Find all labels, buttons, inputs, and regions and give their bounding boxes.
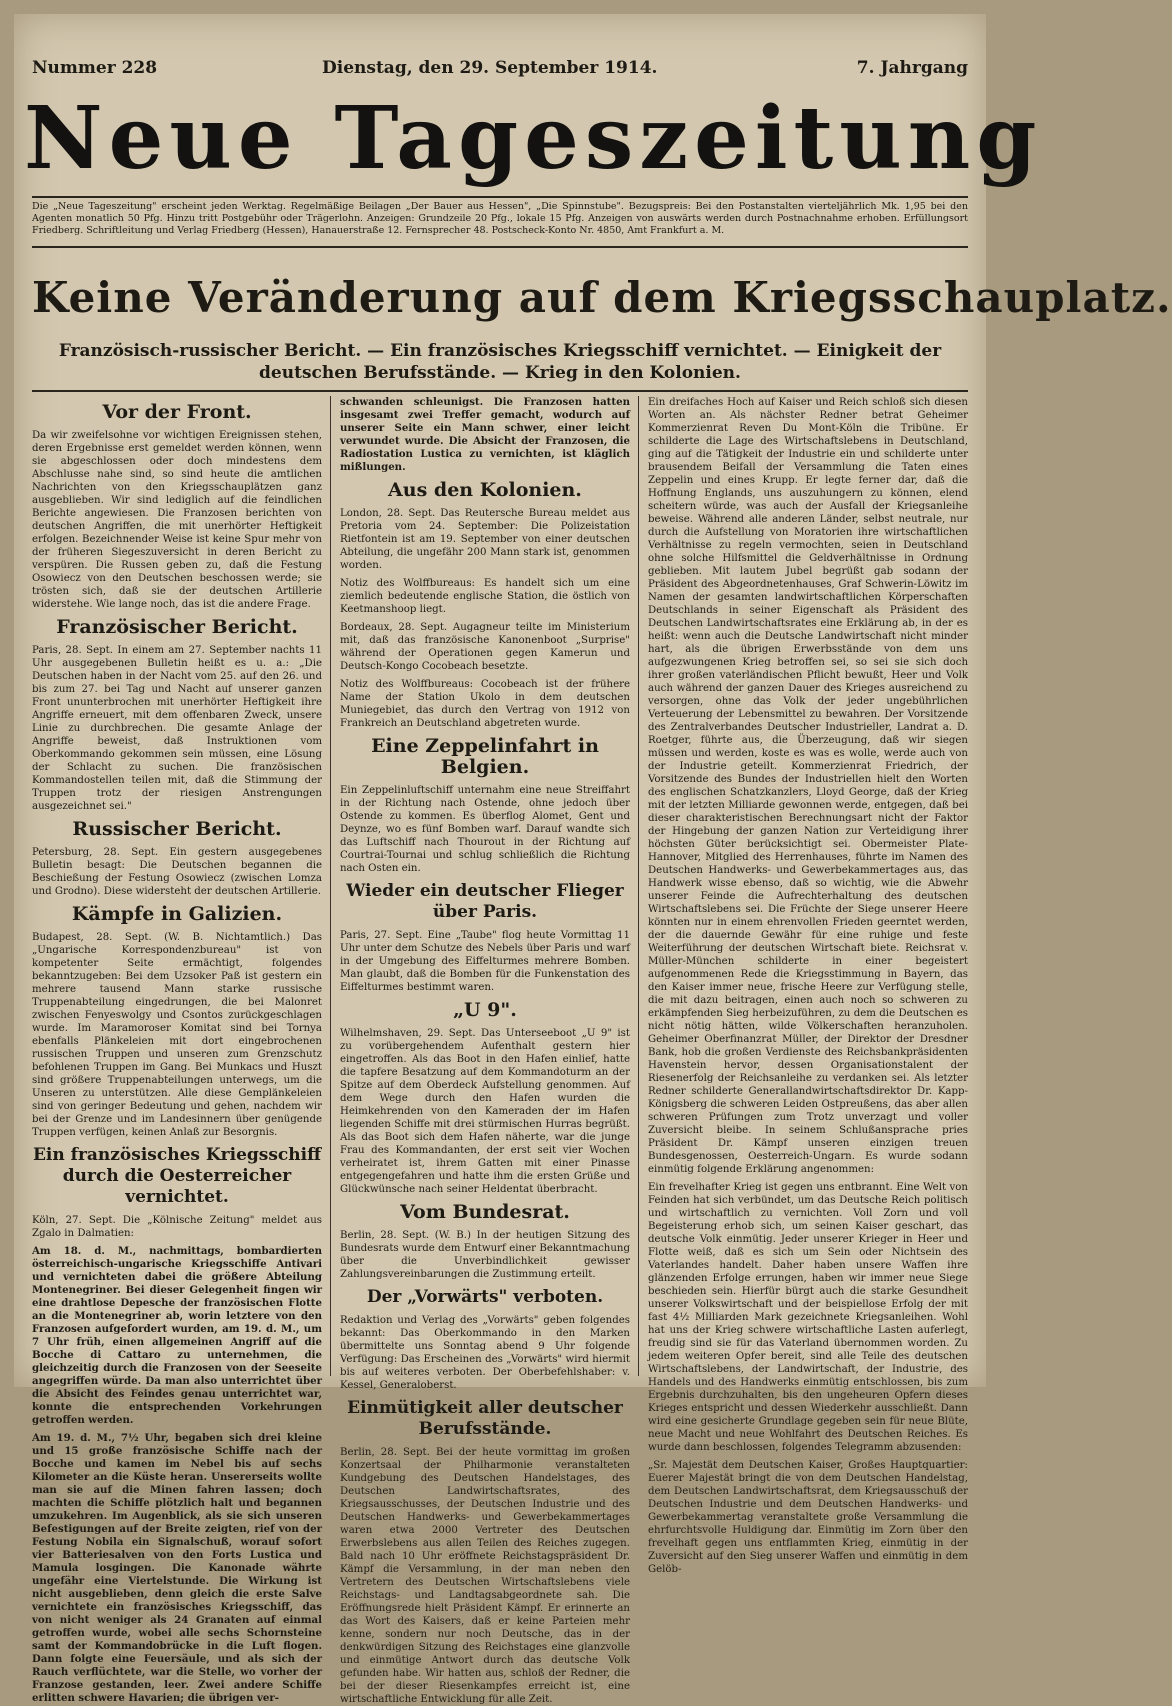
article-paragraph: Am 19. d. M., 7½ Uhr, begaben sich drei kleine und 15 große französische Schiffe nach der Bocche und kamen im Nebel bis auf sechs Kilometer an die Küste heran. Unsererseits wollte man sie auf die Minen fahren lassen; doch machten die Schiffe plötzlich halt und begannen umzukehren. Im Augenblick, als sie sich unseren Befestigungen auf der Breite zeigten, rief von der Festung Nobila ein Signalschuß, worauf sofort vier Batteriesalven von den Forts Lustica und Mamula losgingen. Die Kanonade währte ungefähr eine Viertelstunde. Die Wirkung ist nicht ausgeblieben, denn gleich die erste Salve vernichtete ein französisches Kriegsschiff, das von nicht weniger als 24 Granaten auf einmal getroffen wurde, wobei alle sechs Schornsteine samt der Kommandobrücke in die Luft flogen. Dann folgte eine Feuersäule, und als sich der Rauch verflüchtete, war die Stelle, wo vorher der Franzose gestanden, leer. Zwei andere Schiffe erlitten schwere Havarien; die übrigen ver- [32,1432,322,1704]
issue-date: Dienstag, den 29. September 1914. [322,58,658,78]
sub-headline: Französisch-russischer Bericht. — Ein französisches Kriegsschiff vernichtet. — Einigkeit der deutschen Berufsstände. — Krieg in den Kolonien. [32,340,968,392]
section-heading: Wieder ein deutscher Flieger über Paris. [346,881,624,922]
article-paragraph: Paris, 28. Sept. In einem am 27. September nachts 11 Uhr ausgegebenen Bulletin heißt es u. a.: „Die Deutschen haben in der Nacht vom 25. auf den 26. und bis zum 27. bei Tag und Nacht auf unserer ganzen Front ununterbrochen mit unerhörter Heftigkeit ihre Angriffe erneuert, mit dem offenbaren Zweck, unsere Linie zu durchbrechen. Die gesamte Anlage der Angriffe beweist, daß Instruktionen vom Oberkommando gekommen sein müssen, eine Lösung der Schlacht zu suchen. Die französischen Kommandostellen teilen mit, daß die Stimmung der Truppen trotz der riesigen Anstrengungen ausgezeichnet sei." [32,645,322,812]
section-heading: Kämpfe in Galizien. [71,903,283,925]
column-rule-2 [638,396,639,1376]
section-heading: Vor der Front. [102,401,252,423]
column-2 [340,396,630,1705]
column-1 [32,396,322,1704]
article-paragraph: Budapest, 28. Sept. (W. B. Nichtamtlich.) Das „Ungarische Korrespondenzbureau" ist von kompetenter Seite ermächtigt, folgendes bekanntzugeben: Bei dem Uzsoker Paß ist gestern ein mehrere tausend Mann starke russische Truppenabteilung eingedrungen, die bei Malonret zwischen Fenyeswolgy und Csontos zurückgeschlagen wurde. Im Maramoroser Komitat sind bei Tornya ebenfalls Plänkeleien mit dort eingebrochenen russischen Truppen und unseren zum Grenzschutz befohlenen Truppen im Gang. Bei Munkacs und Huszt sind größere Truppenabteilungen unterwegs, um die Unseren zu unterstützen. Alle diese Gemplänkeleien sind von geringer Bedeutung und gehen, nachdem wir bei der Grenze und im Landesinnern über genügende Truppen verfügen, keinen Anlaß zur Besorgnis. [32,932,322,1138]
newspaper-page [14,14,1172,1705]
article-paragraph: Ein dreifaches Hoch auf Kaiser und Reich schloß sich diesen Worten an. Als nächster Redner betrat Geheimer Kommerzienrat Reven Du Mont-Köln die Tribüne. Er schilderte die Lage des Wirtschaftslebens in Deutschland, ging auf die Tätigkeit der Industrie ein und schilderte unter brausendem Beifall der Versammlung die Taten eines Zeppelin und eines Krupp. Er legte ferner dar, daß die Hoffnung Englands, uns auszuhungern zu können, elend scheitern würde, was auch der Ausfall der Kriegsanleihe beweise. Während alle anderen Länder, selbst neutrale, nur durch die Aufstellung von Moratorien ihre wirtschaftlichen Verhältnisse zu regeln vermochten, seien in Deutschland ohne solche Hilfsmittel die Geldverhältnisse in Ordnung geblieben. Mit lautem Jubel begrüßt gab sodann der Präsident des Abgeordnetenhauses, Graf Schwerin-Löwitz im Namen der gesamten landwirtschaftlichen Körperschaften Deutschlands in seiner Eigenschaft als Präsident des Deutschen Landwirtschaftsrates eine Erklärung ab, in der es heißt: wenn auch die Deutsche Landwirtschaft nicht minder hart, als die übrigen Erwerbsstände von dem uns aufgezwungenen Krieg betroffen sei, so sei sie sich doch ihrer großen vaterländischen Pflicht bewußt, Heer und Volk auch während der ganzen Dauer des Krieges ausreichend zu versorgen, ohne das Volk der jeder ungebührlichen Verteuerung der Lebensmittel zu bewahren. Der Vorsitzende des Zentralverbandes Deutscher Industrieller, Landrat a. D. Roetger, führte aus, die Überzeugung, daß wir siegen müssen und werden, koste es was es wolle, werde auch von der Industrie geteilt. Kommerzienrat Friedrich, der Vorsitzende des Bundes der Industriellen hielt den Worten des englischen Schatzkanzlers, Lloyd George, daß der Krieg mit der letzten Milliarde gewonnen werde, entgegen, daß bei dieser charakteristischen Berechnungsart nicht der Faktor der Hingebung der ganzen Nation zur Verteidigung ihrer höchsten Güter berücksichtigt sei. Obermeister Plate-Hannover, Mitglied des Herrenhauses, führte im Namen des Deutschen Handwerks- und Gewerbekammertages aus, das Handwerk wisse ebenso, daß so wichtig, wie die Abwehr unserer Feinde die Aufrechterhaltung des deutschen Wirtschaftslebens sei. Die Früchte der Siege unserer Heere könnten nur in einem ehrenvollen Frieden geerntet werden, der die dauernde Gewähr für eine ruhige und feste Weiterführung der deutschen Wirtschaft biete. Reichsrat v. Müller-München schilderte in einer begeistert aufgenommenen Rede die Kriegsstimmung in Bayern, das den Kaiser immer neue, frische Heere zur Verfügung stelle, die mit dazu beitragen, einen auch noch so schweren zu erkämpfenden Sieg herbeizuführen, zu dem die Deutschen es nicht nötig hätten, wilde Völkerschaften heranzuholen. Geheimer Oberfinanzrat Müller, der Direktor der Dresdner Bank, hob die großen Verdienste des Reichsbankpräsidenten Havenstein hervor, dessen Organisationstalent der Riesenerfolg der Reichsanleihe zu verdanken sei. Als letzter Redner schilderte Generallandwirtschaftsdirektor Dr. Kapp-Königsberg die schweren Leiden Ostpreußens, das aber allen schweren Prüfungen zum Trotz unverzagt und voller Zuversicht bleibe. In seinem Schlußansprache pries Präsident Dr. Kämpf unseren einzigen treuen Bundesgenossen, Oesterreich-Ungarn. Es wurde sodann einmütig folgende Erklärung angenommen: [648,397,968,1175]
article-paragraph: Paris, 27. Sept. Eine „Taube" flog heute Vormittag 11 Uhr unter dem Schutze des Nebels über Paris und warf in der Umgebung des Eiffelturmes mehrere Bomben. Man glaubt, daß die Bomben für die Funkenstation des Eiffelturmes bestimmt waren. [340,930,630,993]
section-heading: Der „Vorwärts" verboten. [366,1287,604,1307]
article-paragraph: schwanden schleunigst. Die Franzosen hatten insgesamt zwei Treffer gemacht, wodurch auf unserer Seite ein Mann schwer, einer leicht verwundet wurde. Die Absicht der Franzosen, die Radiostation Lustica zu vernichten, ist kläglich mißlungen. [340,396,630,473]
article-paragraph: Redaktion und Verlag des „Vorwärts" geben folgendes bekannt: Das Oberkommando in den Marken übermittelte uns Sonntag abend 9 Uhr folgende Verfügung: Das Erscheinen des „Vorwärts" wird hiermit bis auf weiteres verboten. Der Oberbefehlshaber: v. Kessel, Generaloberst. [340,1315,630,1391]
section-heading: Einmütigkeit aller deutscher Berufsstände. [347,1398,623,1439]
section-heading: Russischer Bericht. [72,818,282,840]
section-heading: Französischer Bericht. [56,616,298,638]
article-paragraph: Ein frevelhafter Krieg ist gegen uns entbrannt. Eine Welt von Feinden hat sich verbündet, um das Deutsche Reich politisch und wirtschaftlich zu vernichten. Voll Zorn und voll Begeisterung erhob sich, um seinen Kaiser geschart, das deutsche Volk einmütig. Jeder unserer Krieger in Heer und Flotte weiß, daß es sich um Sein oder Nichtsein des Vaterlandes handelt. Daher haben unsere Waffen ihre glänzenden Erfolge errungen, haben wir immer neue Siege beschieden sein. Hierfür bürgt auch die starke Gesundheit unserer Volkswirtschaft und der beispiellose Erfolg der mit fast 4½ Milliarden Mark gezeichnete Kriegsanleihen. Wohl hat uns der Krieg schwere wirtschaftliche Lasten auferlegt, freudig sind sie für das Vaterland übernommen worden. Zu jedem weiteren Opfer bereit, sind alle Teile des deutschen Wirtschaftslebens, der Landwirtschaft, der Industrie, des Handels und des Handwerks einmütig entschlossen, bis zum Ergebnis durchzuhalten, bis den ungeheuren Opfern dieses Krieges entspricht und dessen Wiederkehr ausschließt. Dann wird eine gesicherte Grundlage gegeben sein für neue Blüte, neue Macht und neue Wohlfahrt des Deutschen Reiches. Es wurde dann beschlossen, folgendes Telegramm abzusenden: [648,1182,968,1453]
column-rule-1 [330,396,331,1376]
article-paragraph: „Sr. Majestät dem Deutschen Kaiser, Großes Hauptquartier: Euerer Majestät bringt die von dem Deutschen Handelstag, dem Deutschen Landwirtschaftsrat, dem Kriegsausschuß der Deutschen Industrie und dem Deutschen Handwerks- und Gewerbekammertag veranstaltete große Versammlung die ehrfurchtsvolle Huldigung dar. Einmütig im Zorn über den frevelhaft gegen uns entflammten Krieg, einmütig in der Zuversicht auf den Sieg unserer Waffen und einmütig in dem Gelöb- [648,1460,968,1575]
article-paragraph: Berlin, 28. Sept. (W. B.) In der heutigen Sitzung des Bundesrats wurde dem Entwurf einer Bekanntmachung über die Unverbindlichkeit gewisser Zahlungsvereinbarungen die Zustimmung erteilt. [340,1230,630,1280]
section-heading: Aus den Kolonien. [388,479,582,501]
section-heading: Eine Zeppelinfahrt in Belgien. [371,735,599,778]
issue-number: Nummer 228 [32,58,158,78]
article-paragraph: Köln, 27. Sept. Die „Kölnische Zeitung" meldet aus Zgalo in Dalmatien: [32,1215,322,1239]
article-paragraph: Ein Zeppelinluftschiff unternahm eine neue Streiffahrt in der Richtung nach Ostende, ohne jedoch über Ostende zu kommen. Es überflog Alomet, Gent und Deynze, wo es fünf Bomben warf. Darauf wandte sich das Luftschiff nach Thourout in der Richtung auf Courtrai-Tournai und schlug schließlich die Richtung nach Osten ein. [340,785,630,874]
main-headline: Keine Veränderung auf dem Kriegsschauplatz. [32,273,1172,322]
article-paragraph: Notiz des Wolffbureaus: Cocobeach ist der frühere Name der Station Ukolo in dem deutschen Muniegebiet, das durch den Vertrag von 1912 von Frankreich an Deutschland abgetreten wurde. [340,679,630,729]
article-paragraph: Bordeaux, 28. Sept. Augagneur teilte im Ministerium mit, daß das französische Kanonenboot „Surprise" während der Operationen gegen Kamerun und Deutsch-Kongo Cocobeach besetzte. [340,622,630,672]
article-paragraph: Am 18. d. M., nachmittags, bombardierten österreichisch-ungarische Kriegsschiffe Antivari und vernichteten dabei die größere Abteilung Montenegriner. Bei dieser Gelegenheit fingen wir eine drahtlose Depesche der französischen Flotte an die Montenegriner ab, worin letztere von den Franzosen aufgefordert wurden, am 19. d. M., um 7 Uhr früh, einen allgemeinen Angriff auf die Bocche di Cattaro zu unternehmen, die gleichzeitig durch die Franzosen von der Seeseite angegriffen würde. Da man also unterrichtet über die Absicht des Feindes genau unterrichtet war, konnte die entsprechenden Vorkehrungen getroffen werden. [32,1245,322,1426]
section-heading: „U 9". [453,999,517,1021]
top-line [32,58,968,84]
article-paragraph: Berlin, 28. Sept. Bei der heute vormittag im großen Konzertsaal der Philharmonie veranstalteten Kundgebung des Deutschen Handelstages, des Deutschen Landwirtschaftsrates, des Kriegsausschusses, der Deutschen Industrie und des Deutschen Handwerks- und Gewerbekammertages waren etwa 2000 Vertreter des Deutschen Erwerbslebens aus allen Teilen des Reiches zugegen. Bald nach 10 Uhr eröffnete Reichstagspräsident Dr. Kämpf die Versammlung, in der man neben den Vertretern des Deutschen Wirtschaftslebens viele Reichstags- und Landtagsabgeordnete sah. Die Eröffnungsrede hielt Präsident Kämpf. Er erinnerte an das Wort des Kaisers, daß er keine Parteien mehr kenne, sondern nur noch Deutsche, das in der denkwürdigen Sitzung des Reichstages eine glanzvolle und einmütige Antwort durch das deutsche Volk gefunden habe. Wir hatten aus, schloß der Redner, die bei der dieser Riesenkampfes erreicht ist, eine wirtschaftliche Entwicklung für alle Zeit. [340,1447,630,1705]
article-paragraph: Wilhelmshaven, 29. Sept. Das Unterseeboot „U 9" ist zu vorübergehendem Aufenthalt gestern hier eingetroffen. Als das Boot in den Hafen einlief, hatte die tapfere Besatzung auf dem Kommandoturm an der Spitze auf dem Oberdeck Aufstellung genommen. Auf dem Wege durch den Hafen wurden die Heimkehrenden von den Kameraden der im Hafen liegenden Schiffe mit drei stürmischen Hurras begrüßt. Als das Boot sich dem Hafen näherte, war die junge Frau des Kommandanten, der erst seit vier Wochen verheiratet ist, ihrem Gatten mit einer Pinasse entgegengefahren und hatte ihm die ersten Grüße und Glückwünsche nach seiner Heldentat überbracht. [340,1028,630,1195]
publication-info: Die „Neue Tageszeitung" erscheint jeden Werktag. Regelmäßige Beilagen „Der Bauer aus Hessen", „Die Spinnstube". Bezugspreis: Bei den Postanstalten vierteljährlich Mk. 1,95 bei den Agenten monatlich 50 Pfg. Hinzu tritt Postgebühr oder Trägerlohn. Anzeigen: Grundzeile 20 Pfg., lokale 15 Pfg. Anzeigen von auswärts werden durch Postnachnahme erhoben. Erfüllungsort Friedberg. Schriftleitung und Verlag Friedberg (Hessen), Hanauerstraße 12. Fernsprecher 48. Postscheck-Konto Nr. 4850, Amt Frankfurt a. M. [32,196,968,248]
newspaper-title: Neue Tageszeitung [24,88,1043,189]
column-3 [648,396,968,1575]
article-paragraph: Da wir zweifelsohne vor wichtigen Ereignissen stehen, deren Ergebnisse erst gemeldet werden können, wenn sie abgeschlossen oder doch mindestens dem Abschlusse nahe sind, so sind heute die amtlichen Nachrichten von den Kriegsschauplätzen ganz ausgeblieben. Wir sind lediglich auf die feindlichen Berichte angewiesen. Die Franzosen berichten von deutschen Angriffen, die mit unerhörter Heftigkeit erfolgen. Bezeichnender Weise ist keine Spur mehr von der früheren Siegeszuversicht in deren Bericht zu verspüren. Die Russen geben zu, daß die Festung Osowiecz von den Deutschen beschossen werde; sie trösten sich, daß sie der deutschen Artillerie widerstehe. Wie lange noch, das ist die andere Frage. [32,430,322,610]
article-paragraph: Petersburg, 28. Sept. Ein gestern ausgegebenes Bulletin besagt: Die Deutschen begannen die Beschießung der Festung Osowiecz (zwischen Lomza und Grodno). Diese widersteht der deutschen Artillerie. [32,847,322,897]
section-heading: Vom Bundesrat. [400,1201,570,1223]
article-paragraph: London, 28. Sept. Das Reutersche Bureau meldet aus Pretoria vom 24. September: Die Polizeistation Rietfontein ist am 19. September von einer deutschen Abteilung, die ungefähr 200 Mann stark ist, genommen worden. [340,508,630,571]
section-heading: Ein französisches Kriegsschiff durch die Oesterreicher vernichtet. [32,1145,322,1207]
volume-number: 7. Jahrgang [856,58,968,78]
article-paragraph: Notiz des Wolffbureaus: Es handelt sich um eine ziemlich bedeutende englische Station, die östlich von Keetmanshoop liegt. [340,578,630,615]
